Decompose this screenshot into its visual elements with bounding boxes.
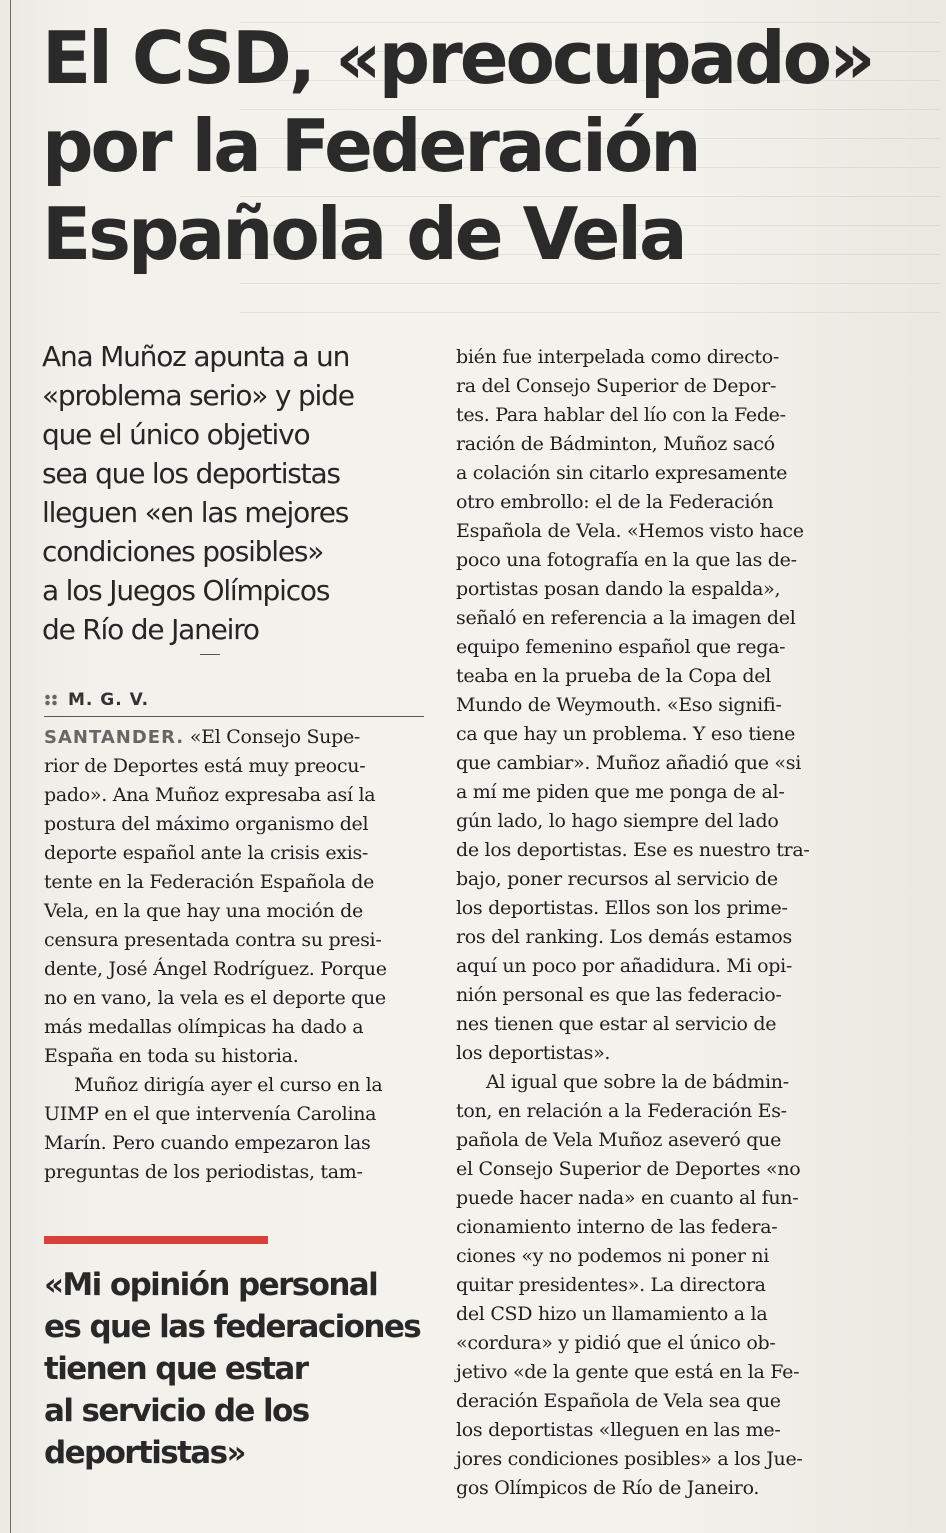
subheadline-line: de Río de Janeiro	[42, 613, 259, 646]
text-line: quitar presidentes». La directora	[456, 1274, 766, 1296]
text-line: a mí me piden que me ponga de al-	[456, 781, 785, 803]
text-line-body: «El Consejo Supe-	[189, 726, 361, 748]
text-line: aquí un poco por añadidura. Mi opi-	[456, 955, 792, 977]
pull-quote-line: deportistas»	[44, 1435, 245, 1471]
article-column-right	[456, 343, 840, 1503]
text-line: preguntas de los periodistas, tam-	[44, 1161, 363, 1183]
text-line: no en vano, la vela es el deporte que	[44, 987, 386, 1009]
text-line: del CSD hizo un llamamiento a la	[456, 1303, 768, 1325]
text-line: el Consejo Superior de Deportes «no	[456, 1158, 801, 1180]
pull-quote-line: es que las federaciones	[44, 1309, 421, 1345]
pull-quote-line: tienen que estar	[44, 1351, 308, 1387]
text-line: gos Olímpicos de Río de Janeiro.	[456, 1477, 760, 1499]
dateline: SANTANDER.	[44, 727, 185, 748]
text-line: «cordura» y pidió que el único ob-	[456, 1332, 776, 1354]
text-line: los deportistas».	[456, 1042, 611, 1064]
text-line: que cambiar». Muñoz añadió que «si	[456, 752, 801, 774]
dots-icon	[44, 694, 58, 706]
text-line: Vela, en la que hay una moción de	[44, 900, 363, 922]
text-line: nes tienen que estar al servicio de	[456, 1013, 777, 1035]
text-line: cionamiento interno de las federa-	[456, 1216, 778, 1238]
text-line: otro embrollo: el de la Federación	[456, 491, 774, 513]
pull-quote-line: al servicio de los	[44, 1393, 309, 1429]
headline-line: Española de Vela	[42, 192, 685, 276]
text-line: Marín. Pero cuando empezaron las	[44, 1132, 371, 1154]
headline	[42, 14, 922, 278]
text-line: a colación sin citarlo expresamente	[456, 462, 788, 484]
text-line: pañola de Vela Muñoz aseveró que	[456, 1129, 782, 1151]
text-line: deración Española de Vela sea que	[456, 1390, 781, 1412]
pull-quote-accent-rule	[44, 1236, 268, 1244]
text-line: censura presentada contra su presi-	[44, 929, 382, 951]
text-line: Española de Vela. «Hemos visto hace	[456, 520, 804, 542]
subheadline-line: a los Juegos Olímpicos	[42, 574, 330, 607]
text-line: ra del Consejo Superior de Depor-	[456, 375, 777, 397]
text-line: España en toda su historia.	[44, 1045, 299, 1067]
subheadline-line: lleguen «en las mejores	[42, 496, 349, 529]
text-line: equipo femenino español que rega-	[456, 636, 786, 658]
text-line: jores condiciones posibles» a los Jue-	[456, 1448, 803, 1470]
text-line: bién fue interpelada como directo-	[456, 346, 780, 368]
text-line: UIMP en el que intervenía Carolina	[44, 1103, 377, 1125]
text-line: los deportistas. Ellos son los prime-	[456, 897, 788, 919]
text-line: ciones «y no podemos ni poner ni	[456, 1245, 770, 1267]
text-line: ca que hay un problema. Y eso tiene	[456, 723, 796, 745]
text-line: rior de Deportes está muy preocu-	[44, 755, 366, 777]
text-line: deporte español ante la crisis exis-	[44, 842, 369, 864]
column-divider	[10, 0, 11, 1533]
text-line: señaló en referencia a la imagen del	[456, 607, 796, 629]
pull-quote	[44, 1264, 434, 1474]
text-line: ración de Bádminton, Muñoz sacó	[456, 433, 775, 455]
headline-line: El CSD, «preocupado»	[42, 16, 873, 100]
text-line	[44, 723, 428, 752]
text-line: Al igual que sobre la de bádmin-	[486, 1071, 789, 1093]
text-line: portistas posan dando la espalda»,	[456, 578, 781, 600]
byline-author: M. G. V.	[68, 690, 150, 710]
text-line: los deportistas «lleguen en las me-	[456, 1419, 781, 1441]
text-line: teaba en la prueba de la Copa del	[456, 665, 771, 687]
subheadline-line: «problema serio» y pide	[42, 379, 354, 412]
subheadline	[42, 337, 422, 649]
text-line: gún lado, lo hago siempre del lado	[456, 810, 779, 832]
article-column-left	[44, 723, 428, 1187]
text-line: tes. Para hablar del lío con la Fede-	[456, 404, 786, 426]
text-line: más medallas olímpicas ha dado a	[44, 1016, 364, 1038]
text-line: nión personal es que las federacio-	[456, 984, 782, 1006]
subheadline-line: condiciones posibles»	[42, 535, 324, 568]
text-line: dente, José Ángel Rodríguez. Porque	[44, 958, 387, 980]
subheadline-line: Ana Muñoz apunta a un	[42, 340, 350, 373]
text-line: Mundo de Weymouth. «Eso signifi-	[456, 694, 782, 716]
text-line: puede hacer nada» en cuanto al fun-	[456, 1187, 799, 1209]
pull-quote-line: «Mi opinión personal	[44, 1267, 378, 1303]
text-line: jetivo «de la gente que está en la Fe-	[456, 1361, 800, 1383]
text-line: tente en la Federación Española de	[44, 871, 375, 893]
subheadline-divider	[200, 654, 220, 655]
text-line: pado». Ana Muñoz expresaba así la	[44, 784, 376, 806]
text-line: postura del máximo organismo del	[44, 813, 369, 835]
text-line: Muñoz dirigía ayer el curso en la	[74, 1074, 383, 1096]
byline	[44, 690, 424, 717]
text-line: poco una fotografía en la que las de-	[456, 549, 797, 571]
text-line: ros del ranking. Los demás estamos	[456, 926, 792, 948]
text-line: bajo, poner recursos al servicio de	[456, 868, 778, 890]
subheadline-line: sea que los deportistas	[42, 457, 340, 490]
subheadline-line: que el único objetivo	[42, 418, 310, 451]
text-line: ton, en relación a la Federación Es-	[456, 1100, 787, 1122]
headline-line: por la Federación	[42, 104, 699, 188]
text-line: de los deportistas. Ese es nuestro tra-	[456, 839, 810, 861]
